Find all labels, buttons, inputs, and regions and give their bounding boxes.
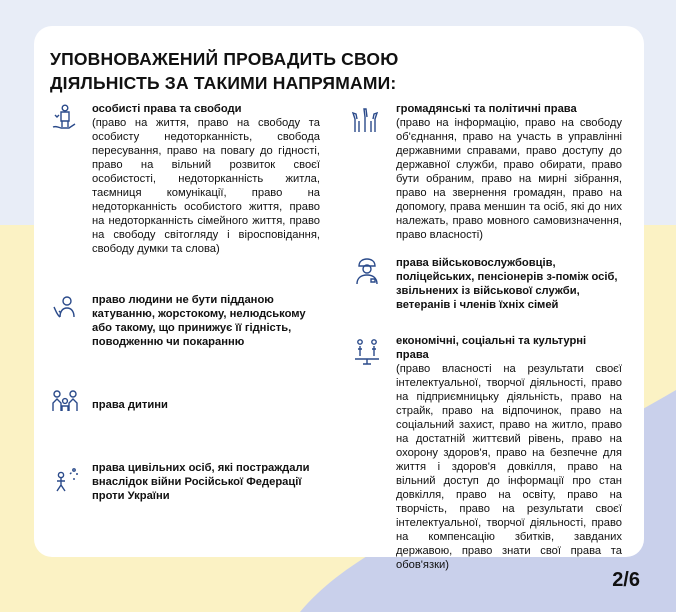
page-number: 2/6 [612,569,640,591]
page-heading: УПОВНОВАЖЕНИЙ ПРОВАДИТЬ СВОЮ ДІЯЛЬНІСТЬ ЗА ТАКИМИ НАПРЯМАМИ: [50,49,399,93]
protected-person-icon [50,293,80,323]
item-personal-rights: особисті права та свободи (право на життя, право на свободу та особисту недоторканність, свобода пересування, право на повагу до гідності, право на вільний розвиток своєї особистості, недоторканність житла, таємниця комунікації, право на недоторканність особистого життя, право на недоторканність сімейного життя, право на свободу світогляду і віросповідання, свободу думки та слова) [92,103,320,255]
person-heart-hand-icon [50,103,80,133]
item-economic-rights: економічні, соціальні та культурні права (право власності на результати своєї інтелектуальної, творчої діяльності, право на підприємницьку діяльність, право на страйк, право на відпочинок, право на соціальний захист, право на житло, право на достатній життєвий рівень, право на охорону здоров'я, право на безпечне для життя і здоров'я довкілля, право на вільний доступ до інформації про стан довкілля, право на освіту, право на творчість, право на результати своєї інтелектуальної, творчої діяльності, право на компенсацію збитків, завданих державою, право знати свої права та обов'язки) [396,335,622,571]
injured-person-icon [50,466,80,496]
balance-people-icon [352,337,382,367]
family-icon [50,387,80,417]
soldier-icon [352,256,382,286]
item-civil-political-rights: громадянські та політичні права (право на інформацію, право на свободу об'єднання, право на участь в управлінні державними справами, право доступу до державної служби, право обирати, право бути обраним, право на мирні зібрання, право на звернення громадян, право на допомогу, права меншин та осіб, які до них належать, право мовного самовизначення, право власності) [396,103,622,241]
item-military-rights: права військовослужбовців, поліцейських, пенсіонерів з-поміж осіб, звільнених із військової служби, ветеранів і членів їхніх сімей [396,257,618,311]
item-child-rights: права дитини [92,399,168,411]
item-torture-protection: право людини не бути підданою катуванню, жорстокому, нелюдському або такому, що принижує її гідність, поводженню чи покаранню [92,294,306,348]
raised-hands-icon [350,105,380,135]
item-war-victims: права цивільних осіб, які постраждали внаслідок війни Російської Федерації проти України [92,462,310,502]
